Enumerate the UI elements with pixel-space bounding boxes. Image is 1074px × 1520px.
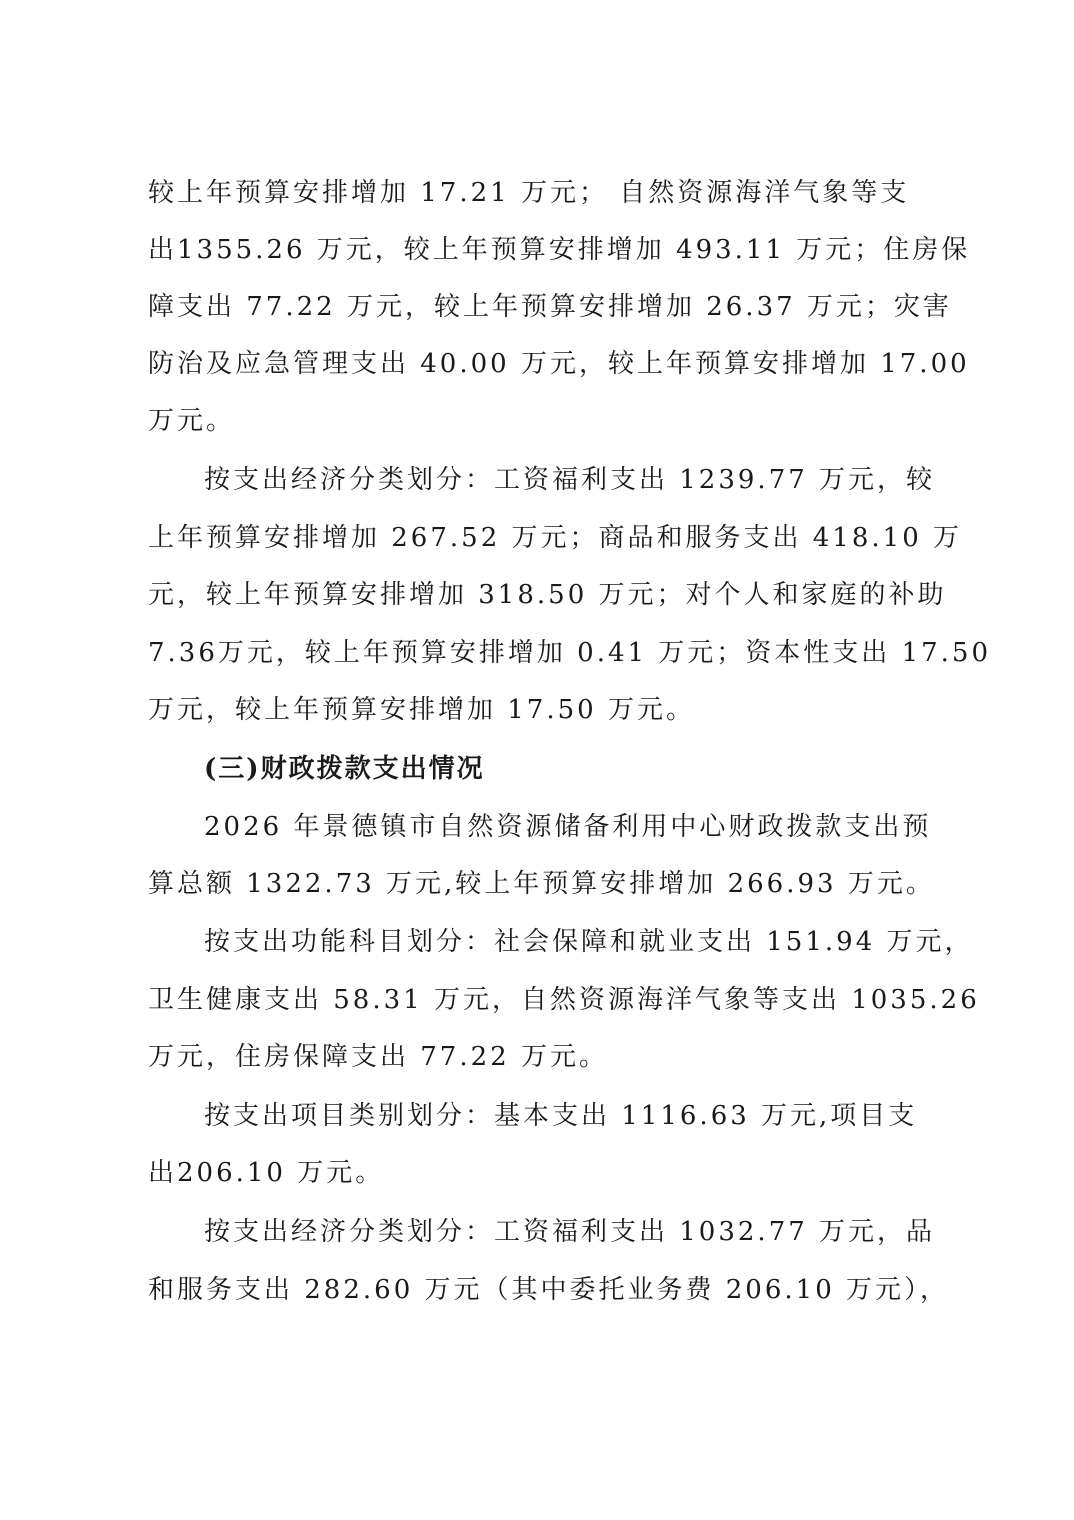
section-heading: (三)财政拨款支出情况 [204,754,485,784]
paragraph-fiscal-expenditure: 2026 年景德镇市自然资源储备利用中心财政拨款支出预 [204,812,932,842]
paragraph-functional-classification: 按支出功能科目划分：社会保障和就业支出 151.94 万元， [204,927,974,957]
text-line: 7.36万元，较上年预算安排增加 0.41 万元；资本性支出 17.50 [148,638,992,668]
paragraph-economic-classification-fiscal: 按支出经济分类划分：工资福利支出 1032.77 万元，品 [204,1217,936,1247]
paragraph-project-category: 按支出项目类别划分：基本支出 1116.63 万元,项目支 [204,1101,918,1131]
text-line: 算总额 1322.73 万元,较上年预算安排增加 266.93 万元。 [148,869,935,899]
text-line: 元，较上年预算安排增加 318.50 万元；对个人和家庭的补助 [148,580,947,610]
text-line: 和服务支出 282.60 万元（其中委托业务费 206.10 万元）， [148,1275,950,1305]
text-line: 出1355.26 万元，较上年预算安排增加 493.11 万元；住房保 [148,235,971,265]
text-line: 上年预算安排增加 267.52 万元；商品和服务支出 418.10 万 [148,523,963,553]
text-line: 障支出 77.22 万元，较上年预算安排增加 26.37 万元；灾害 [148,292,952,322]
text-line: 防治及应急管理支出 40.00 万元，较上年预算安排增加 17.00 [148,349,970,379]
text-line: 卫生健康支出 58.31 万元，自然资源海洋气象等支出 1035.26 [148,985,980,1015]
paragraph-economic-classification: 按支出经济分类划分：工资福利支出 1239.77 万元，较 [204,465,936,495]
text-line: 较上年预算安排增加 17.21 万元； 自然资源海洋气象等支 [148,178,910,208]
text-line: 万元，较上年预算安排增加 17.50 万元。 [148,695,695,725]
text-line: 万元。 [148,406,236,436]
text-line: 出206.10 万元。 [148,1158,385,1188]
text-line: 万元，住房保障支出 77.22 万元。 [148,1042,608,1072]
